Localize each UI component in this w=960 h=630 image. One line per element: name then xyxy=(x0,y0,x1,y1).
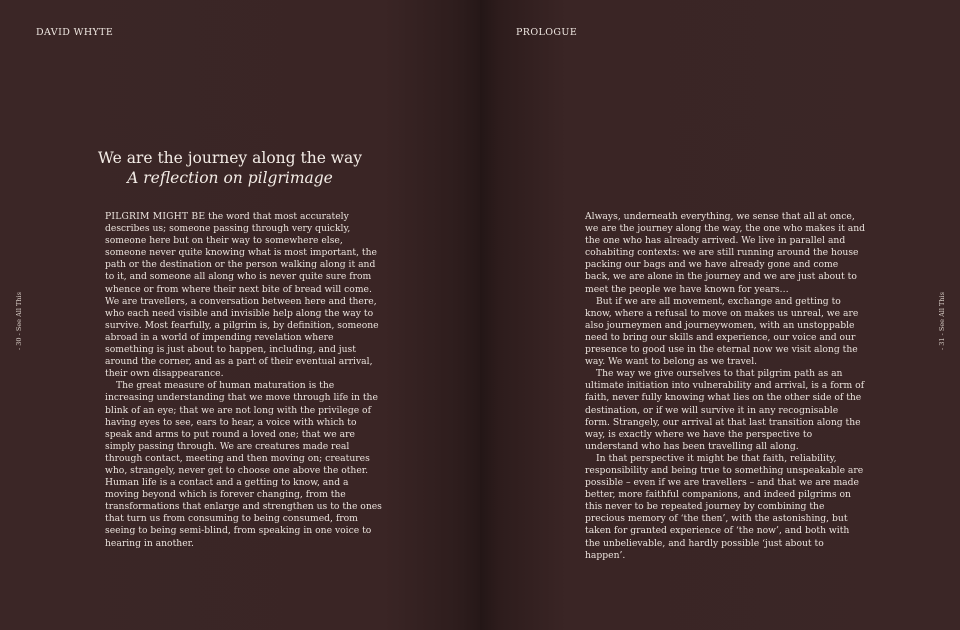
paragraph: The great measure of human maturation is the increasing understanding that we move through life in the blink of an eye; that we are not long with the privilege of having eyes to see, ears to hear, a voice with which to speak and arms to put round a loved one; that we are simply passing through. We are creatures made real through contact, meeting and then moving on; creatures who, strangely, never get to choose one above the other. Human life is a contact and a getting to know, and a moving beyond which is forever changing, from the transformations that enlarge and strengthen us to the ones that turn us from consuming to being consumed, from seeing to being semi-blind, from speaking in one voice to hearing in another. xyxy=(105,380,382,549)
article-title: We are the journey along the way xyxy=(97,149,363,167)
right-body-text xyxy=(585,211,865,562)
article-subtitle: A reflection on pilgrimage xyxy=(127,169,333,187)
left-body-text xyxy=(105,211,385,550)
paragraph xyxy=(105,211,385,380)
running-head-section: PROLOGUE xyxy=(516,27,578,38)
right-page xyxy=(480,0,960,630)
paragraph: But if we are all movement, exchange and getting to know, where a refusal to move on makes us unreal, we are also journeymen and journeywomen, with an unstoppable need to bring our skills and experience, our voice and our presence to good use in the eternal now we visit along the way. We want to belong as we travel. xyxy=(585,295,859,368)
paragraph-text: the word that most accurately describes us; someone passing through very quickly, someone here but on their way to somewhere else, someone never quite knowing what is most important, the path or the destination or the person walking along it and to it, and someone all along who is never quite sure from whence or from where their next bite of bread will come. We are travellers, a conversation between here and there, who each need visible and invisible help along the way to survive. Most fearfully, a pilgrim is, by definition, someone abroad in a world of impending revelation where something is just about to happen, including, and just around the corner, and as a part of their eventual arrival, their own disappearance. xyxy=(105,211,379,380)
folio-left: - 30 - See All This xyxy=(15,292,23,350)
paragraph: The way we give ourselves to that pilgrim path as an ultimate initiation into vulnerability and arrival, is a form of faith, never fully knowing what lies on the other side of the destination, or if we will survive it in any recognisable form. Strangely, our arrival at that last transition along the way, is exactly where we have the perspective to understand who has been travelling all along. xyxy=(585,368,865,452)
paragraph: In that perspective it might be that faith, reliability, responsibility and being true to something unspeakable are possible – even if we are travellers – and that we are made better, more faithful companions, and indeed pilgrims on this never to be repeated journey by combining the precious memory of ‘the then’, with the astonishing, but taken for granted experience of ‘the now’, and both with the unbelievable, and hardly possible ‘just about to happen’. xyxy=(585,452,864,561)
paragraph: Always, underneath everything, we sense that all at once, we are the journey along the way, the one who makes it and the one who has already arrived. We live in parallel and cohabiting contexts: we are still running around the house packing our bags and we have already gone and come back, we are alone in the journey and we are just about to meet the people we have known for years… xyxy=(585,211,866,295)
running-head-author: DAVID WHYTE xyxy=(36,27,114,38)
lead-in: PILGRIM MIGHT BE xyxy=(105,211,206,222)
article-title-block xyxy=(0,148,460,188)
folio-right: - 31 - See All This xyxy=(938,292,946,350)
